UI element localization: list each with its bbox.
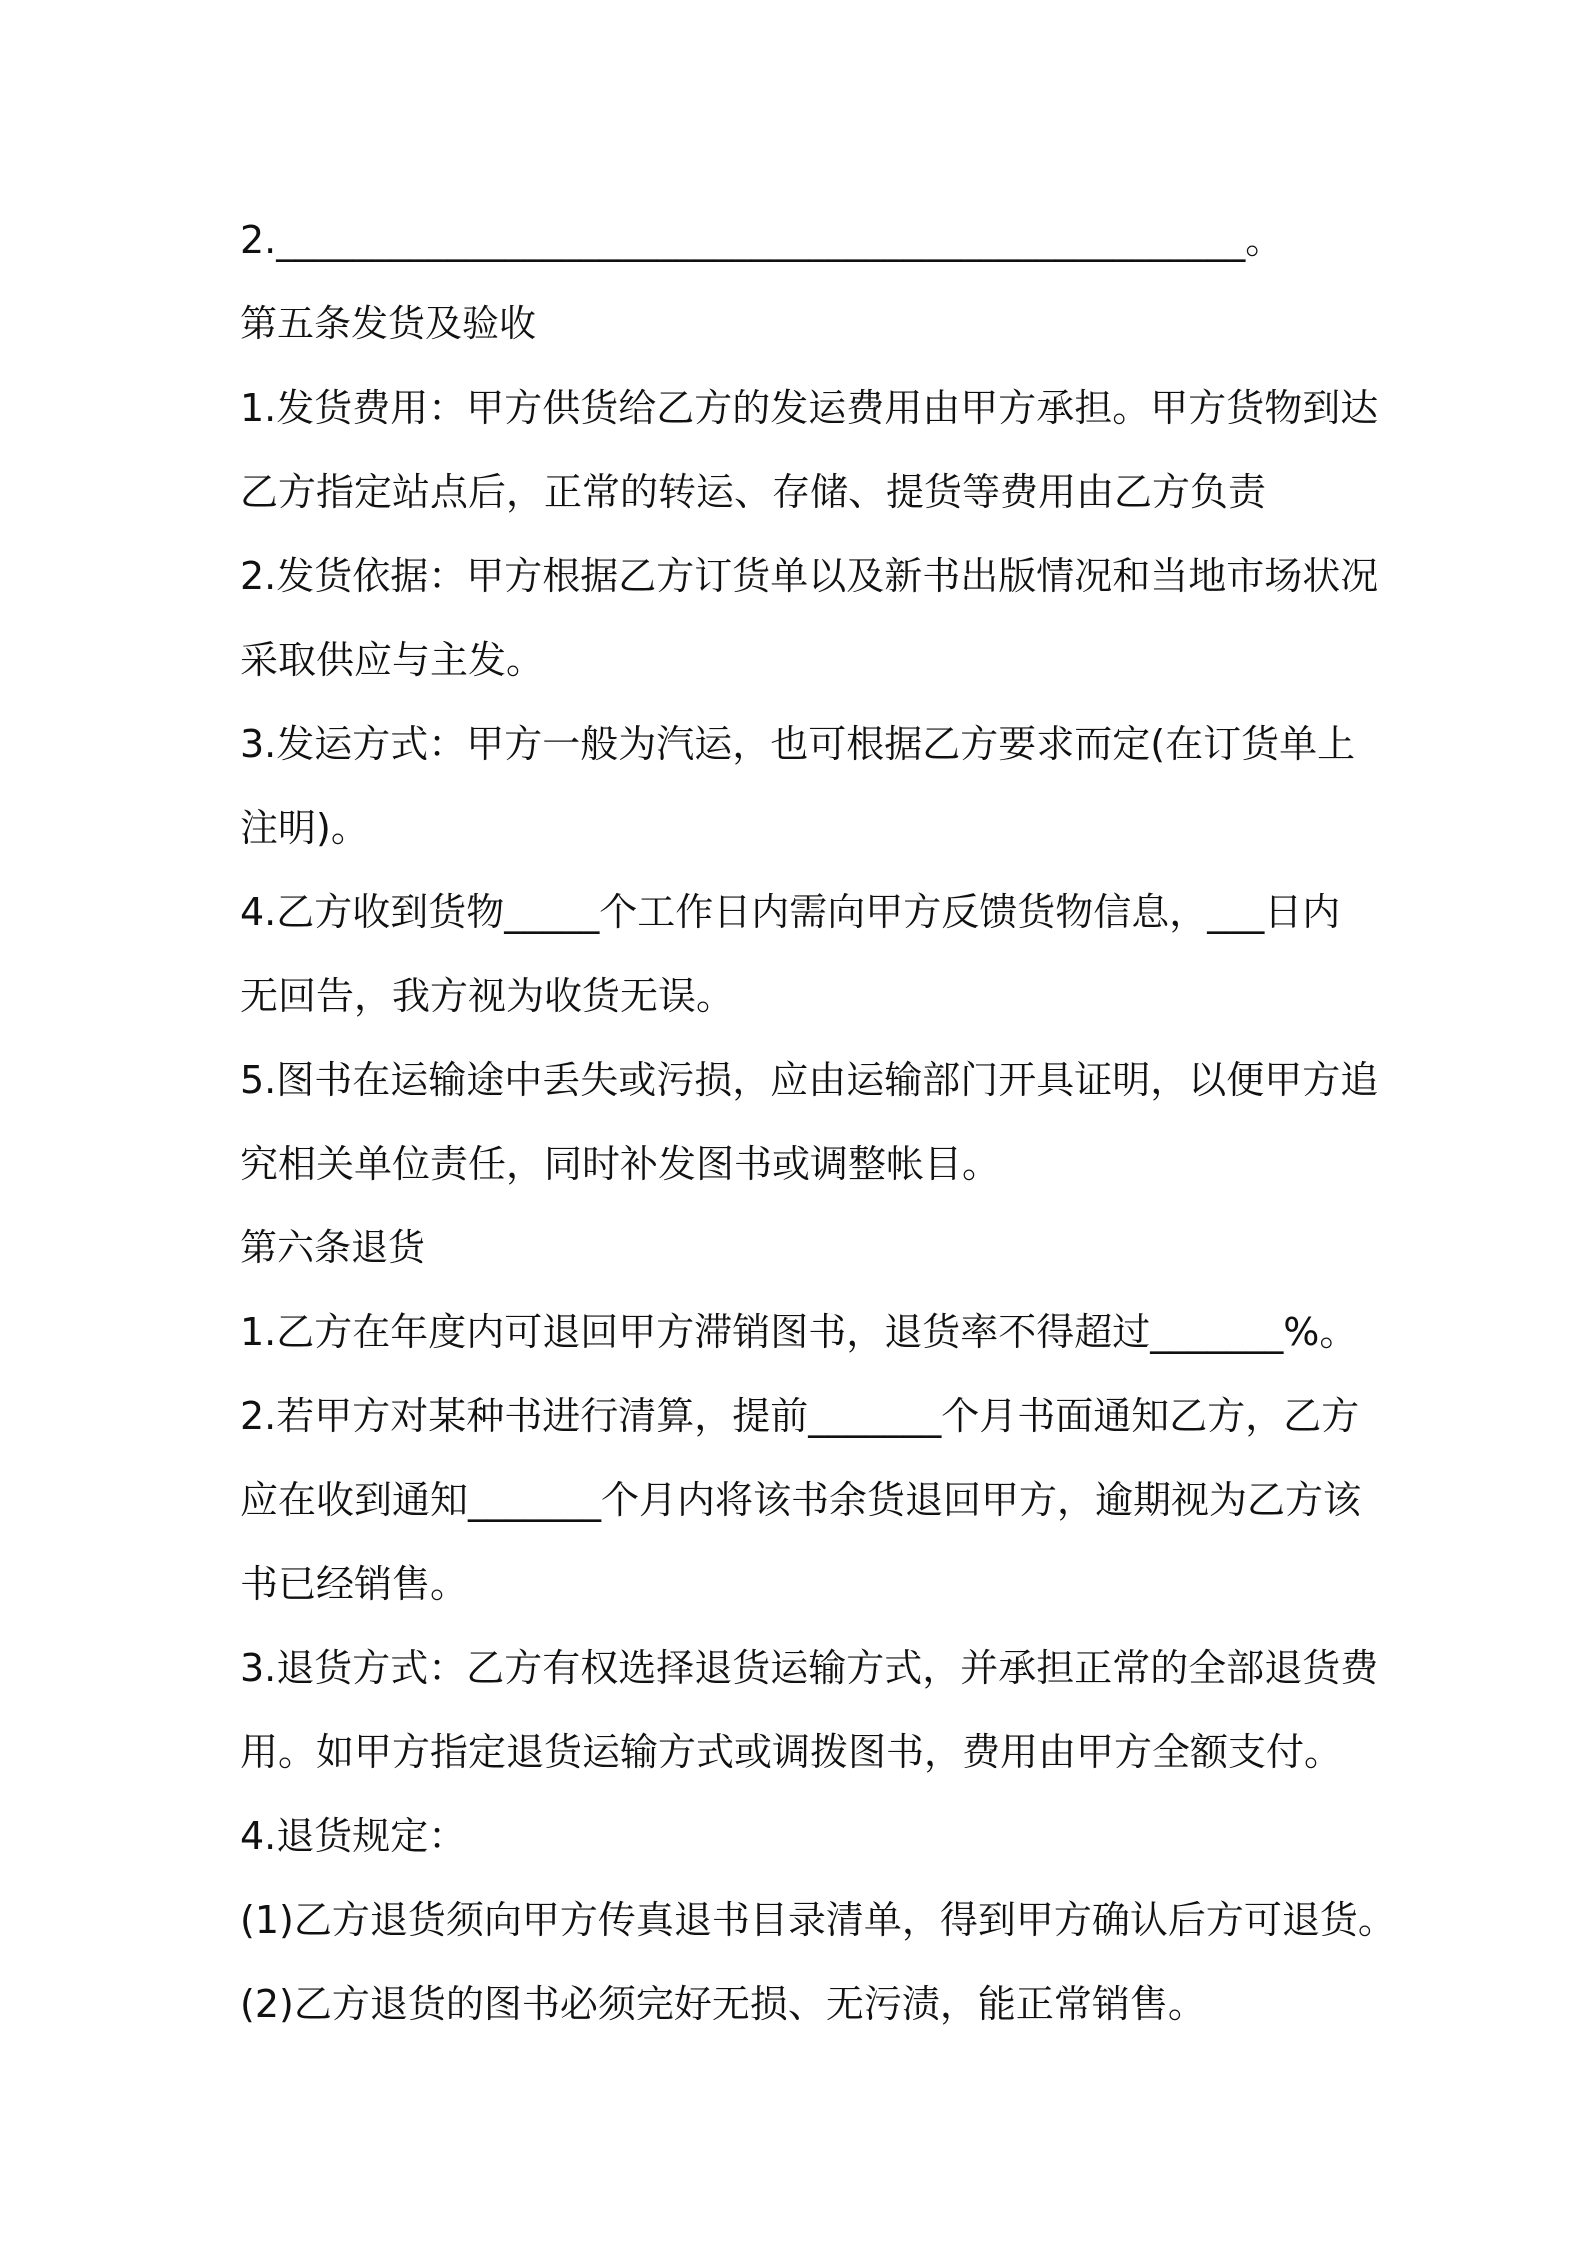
document-body <box>240 198 1396 2046</box>
article-6-item-3-line-2: 用。如甲方指定退货运输方式或调拨图书，费用由甲方全额支付。 <box>240 1730 1343 1774</box>
clause-2-blank-line: 2.___________________________________________________。 <box>240 218 1284 262</box>
article-5-item-1-line-2: 乙方指定站点后，正常的转运、存储、提货等费用由乙方负责 <box>240 470 1267 514</box>
article-5-item-4-line-1: 4.乙方收到货物_____个工作日内需向甲方反馈货物信息，___日内 <box>240 890 1341 934</box>
article-6-item-3-line-1: 3.退货方式：乙方有权选择退货运输方式，并承担正常的全部退货费 <box>240 1646 1379 1690</box>
article-6-item-4-heading: 4.退货规定： <box>240 1814 467 1858</box>
article-6-item-1: 1.乙方在年度内可退回甲方滞销图书，退货率不得超过_______%。 <box>240 1310 1358 1354</box>
article-5-item-2-line-1: 2.发货依据：甲方根据乙方订货单以及新书出版情况和当地市场状况 <box>240 554 1379 598</box>
article-5-heading: 第五条发货及验收 <box>240 302 536 345</box>
article-6-item-2-line-1: 2.若甲方对某种书进行清算，提前_______个月书面通知乙方，乙方 <box>240 1394 1360 1438</box>
article-6-heading: 第六条退货 <box>240 1226 425 1269</box>
article-6-item-4-rule-2: (2)乙方退货的图书必须完好无损、无污渍，能正常销售。 <box>240 1982 1206 2026</box>
article-6-item-4-rule-1: (1)乙方退货须向甲方传真退书目录清单，得到甲方确认后方可退货。 <box>240 1898 1396 1942</box>
article-5-item-5-line-1: 5.图书在运输途中丢失或污损，应由运输部门开具证明，以便甲方追 <box>240 1058 1379 1102</box>
article-6-item-2-line-3: 书已经销售。 <box>240 1562 469 1606</box>
article-5-item-3-line-2: 注明)。 <box>240 806 369 850</box>
article-6-item-2-line-2: 应在收到通知_______个月内将该书余货退回甲方，逾期视为乙方该 <box>240 1478 1362 1522</box>
article-5-item-4-line-2: 无回告，我方视为收货无误。 <box>240 974 735 1018</box>
article-5-item-5-line-2: 究相关单位责任，同时补发图书或调整帐目。 <box>240 1142 1001 1186</box>
article-5-item-2-line-2: 采取供应与主发。 <box>240 638 545 682</box>
article-5-item-3-line-1: 3.发运方式：甲方一般为汽运，也可根据乙方要求而定(在订货单上 <box>240 722 1356 766</box>
article-5-item-1-line-1: 1.发货费用：甲方供货给乙方的发运费用由甲方承担。甲方货物到达 <box>240 386 1379 430</box>
